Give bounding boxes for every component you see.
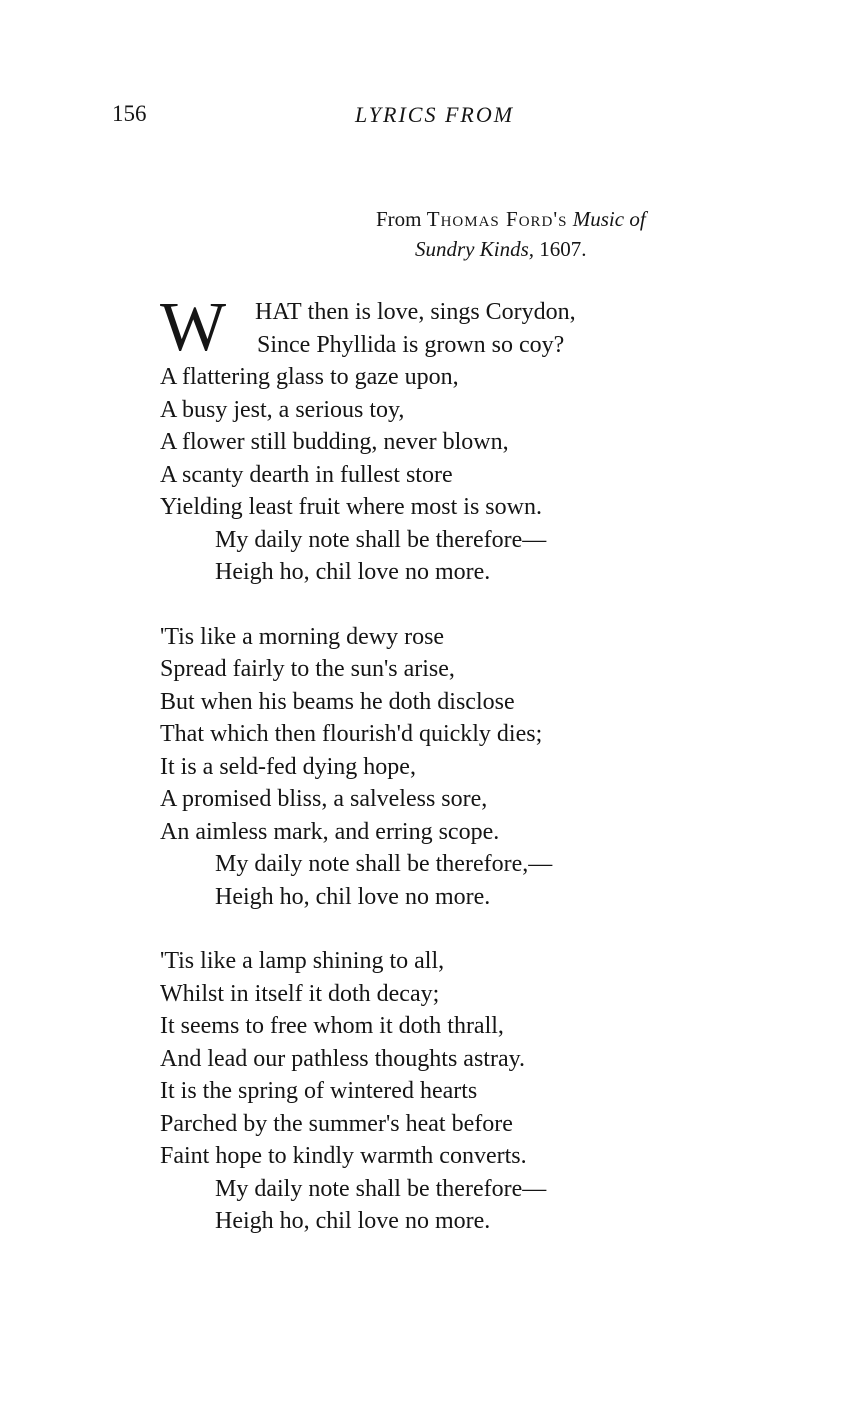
attribution-title-part1: Music of [572, 207, 646, 231]
poem-line: It seems to free whom it doth thrall, [160, 1013, 504, 1039]
page-number: 156 [112, 101, 147, 126]
refrain-line: Heigh ho, chil love no more. [215, 559, 491, 585]
lead-word: HAT [255, 299, 302, 325]
attribution-title-part2: Sundry Kinds, [415, 237, 535, 261]
refrain-line: Heigh ho, chil love no more. [215, 883, 491, 910]
attribution-line-1 [340, 204, 780, 234]
refrain-line: My daily note shall be therefore— [215, 526, 547, 553]
poem-line: Whilst in itself it doth decay; [160, 980, 440, 1007]
poem-line: Faint hope to kindly warmth converts. [160, 1143, 527, 1169]
line-rest: then is love, sings Corydon, [301, 299, 576, 325]
poem-line: It is the spring of wintered hearts [160, 1078, 478, 1104]
poem-line: A flattering glass to gaze upon, [160, 364, 459, 390]
running-head: LYRICS FROM [354, 102, 515, 127]
attribution-author: Thomas Ford's [426, 207, 568, 231]
poem-line: Yielding least fruit where most is sown. [160, 494, 542, 520]
stanza-1 [160, 289, 760, 589]
poem-line: 'Tis like a morning dewy rose [160, 623, 445, 650]
poem-line: Since Phyllida is grown so coy? [257, 331, 565, 358]
refrain-line: My daily note shall be therefore,— [215, 851, 553, 877]
stanza-2 [160, 621, 760, 914]
poem-line: Spread fairly to the sun's arise, [160, 656, 455, 682]
poem-line: A scanty dearth in fullest store [160, 461, 453, 488]
poem-line: And lead our pathless thoughts astray. [160, 1045, 526, 1072]
poem-line: 'Tis like a lamp shining to all, [160, 948, 445, 974]
poem-line: That which then flourish'd quickly dies; [160, 721, 543, 747]
stanza-3 [160, 945, 760, 1238]
poem-line: It is a seld-fed dying hope, [160, 753, 416, 780]
poem-line: A promised bliss, a salveless sore, [160, 786, 488, 812]
poem [160, 289, 760, 1238]
attribution [340, 204, 780, 264]
poem-line [160, 296, 760, 329]
refrain-line: Heigh ho, chil love no more. [215, 1208, 491, 1234]
attribution-from: From [376, 207, 422, 231]
refrain-line: My daily note shall be therefore— [215, 1175, 547, 1202]
attribution-line-2 [340, 234, 780, 264]
poem-line: An aimless mark, and erring scope. [160, 818, 500, 845]
poem-line: Parched by the summer's heat before [160, 1110, 513, 1137]
attribution-year: 1607. [539, 237, 587, 261]
poem-line: But when his beams he doth disclose [160, 688, 515, 715]
drop-cap: W [160, 289, 227, 366]
poem-line: A busy jest, a serious toy, [160, 396, 405, 423]
poem-line: A flower still budding, never blown, [160, 429, 509, 455]
